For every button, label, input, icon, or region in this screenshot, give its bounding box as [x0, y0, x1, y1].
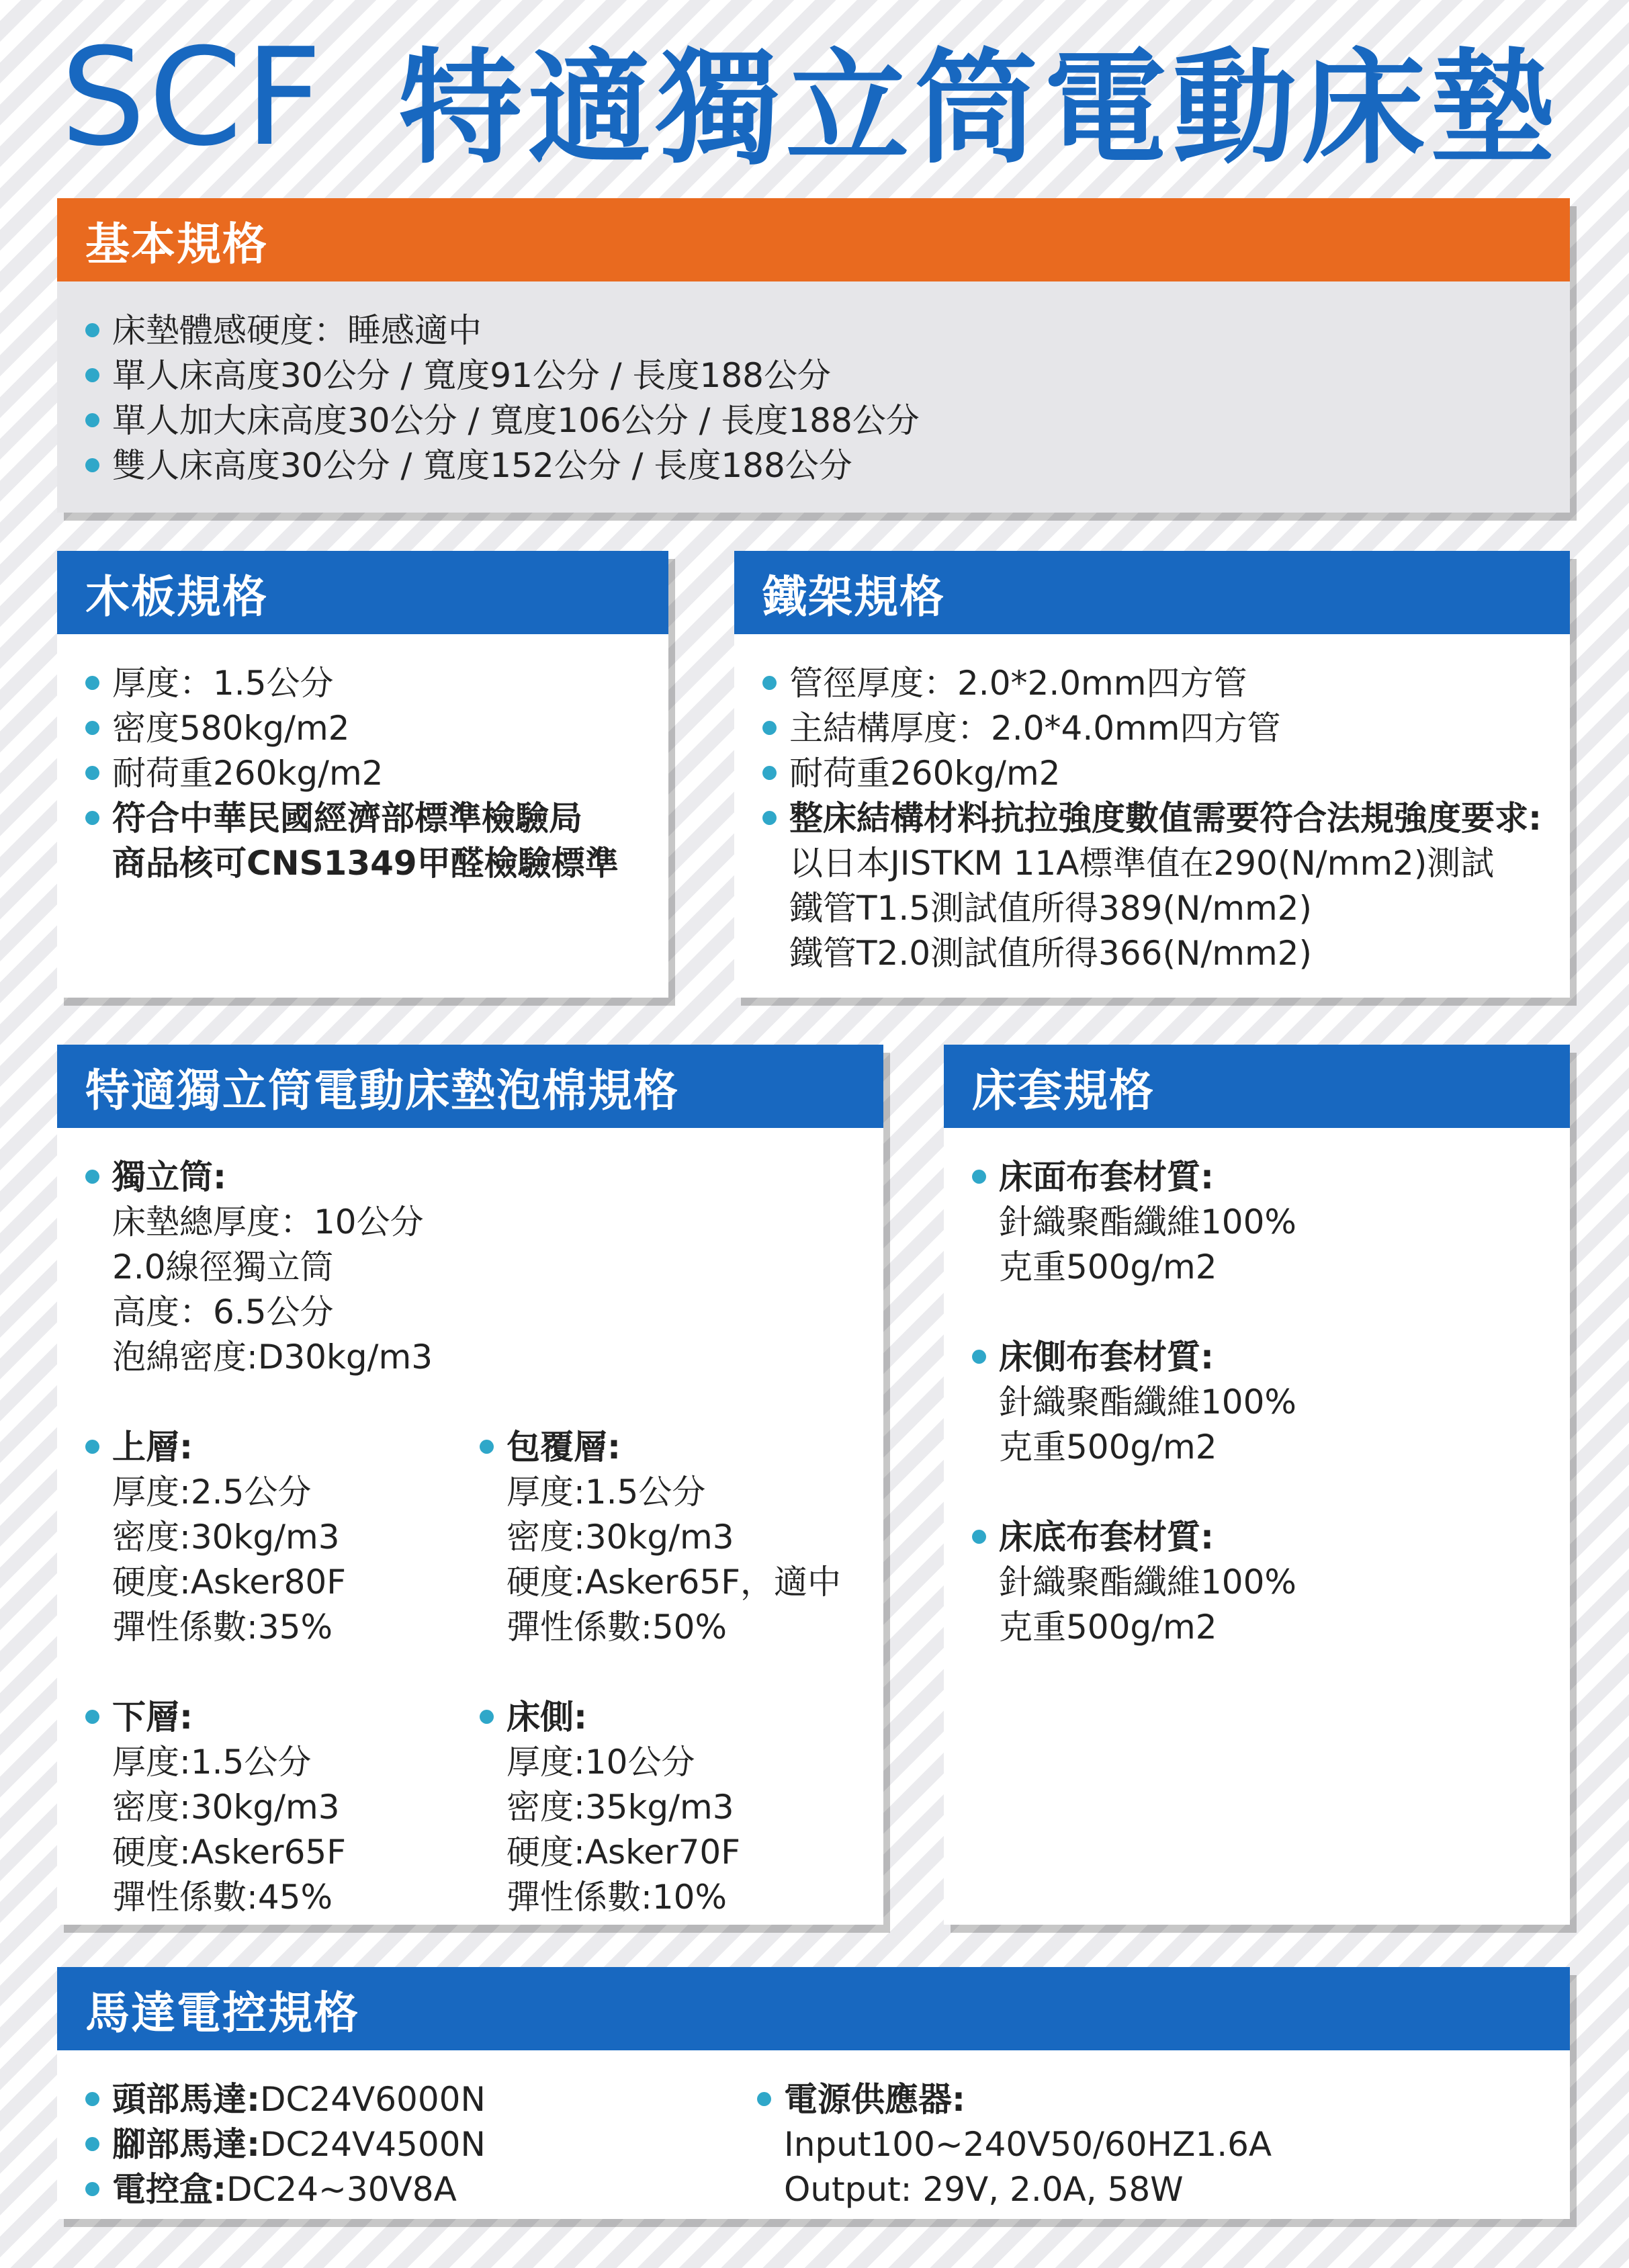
side-layer-label: 床側: [480, 1695, 740, 1740]
cover-bottom-label: 床底布套材質: [972, 1515, 1570, 1560]
cover-specs-heading: 床套規格 [944, 1045, 1570, 1128]
wrap-layer-line: 硬度:Asker65F，適中 [507, 1563, 841, 1602]
wood-specs-heading: 木板規格 [57, 551, 668, 634]
cover-bottom-line: 針織聚酯纖維100% [999, 1563, 1296, 1602]
wrap-layer-group [480, 1425, 841, 1650]
wood-certification [85, 796, 668, 886]
upper-layer-line: 厚度:2.5公分 [112, 1473, 312, 1512]
power-supply-line: Input100~240V50/60HZ1.6A [784, 2125, 1272, 2164]
wood-specs-card [57, 551, 668, 998]
lower-layer-line: 密度:30kg/m3 [112, 1788, 340, 1827]
basic-specs-heading: 基本規格 [57, 198, 1570, 281]
upper-layer-line: 密度:30kg/m3 [112, 1518, 340, 1557]
iron-specs-heading: 鐵架規格 [734, 551, 1570, 634]
wood-certification-line: 商品核可CNS1349甲醛檢驗標準 [112, 844, 619, 883]
brand-name: SCF [60, 19, 325, 176]
motor-specs-card [57, 1967, 1570, 2219]
pocket-spring-line: 床墊總厚度：10公分 [112, 1203, 424, 1241]
power-supply-label: 電源供應器: [757, 2077, 1272, 2122]
side-layer-group [480, 1695, 740, 1920]
iron-spec-item: 主結構厚度：2.0*4.0mm四方管 [762, 706, 1570, 751]
iron-test-line: 鐵管T2.0測試值所得366(N/mm2) [789, 934, 1312, 973]
iron-spec-item: 耐荷重260kg/m2 [762, 751, 1570, 796]
wrap-layer-label: 包覆層: [480, 1425, 841, 1470]
lower-layer-line: 硬度:Asker65F [112, 1833, 346, 1872]
motor-list [85, 2077, 757, 2212]
basic-spec-item: 雙人床高度30公分 / 寬度152公分 / 長度188公分 [85, 443, 1570, 488]
upper-layer-group [85, 1425, 480, 1650]
side-layer-line: 硬度:Asker70F [507, 1833, 740, 1872]
cover-top-line: 針織聚酯纖維100% [999, 1203, 1296, 1241]
iron-specs-card [734, 551, 1570, 998]
cover-top-label: 床面布套材質: [972, 1155, 1570, 1200]
cover-side-line: 克重500g/m2 [999, 1428, 1217, 1467]
lower-layer-group [85, 1695, 480, 1920]
side-layer-line: 厚度:10公分 [507, 1743, 695, 1782]
pocket-spring-line: 高度：6.5公分 [112, 1293, 334, 1332]
pocket-spring-label: 獨立筒: [85, 1155, 883, 1200]
iron-test-line: 鐵管T1.5測試值所得389(N/mm2) [789, 889, 1312, 928]
cover-specs-card [944, 1045, 1570, 1925]
lower-layer-label: 下層: [85, 1695, 480, 1740]
control-box-item: 電控盒:DC24~30V8A [85, 2167, 757, 2212]
wrap-layer-line: 彈性係數:50% [507, 1608, 727, 1647]
basic-spec-item: 單人床高度30公分 / 寬度91公分 / 長度188公分 [85, 353, 1570, 398]
product-name: 特適獨立筒電動床墊 [398, 36, 1560, 181]
cover-side-label: 床側布套材質: [972, 1335, 1570, 1380]
pocket-spring-line: 泡綿密度:D30kg/m3 [112, 1338, 433, 1377]
lower-layer-line: 彈性係數:45% [112, 1878, 333, 1917]
wrap-layer-line: 厚度:1.5公分 [507, 1473, 706, 1512]
foot-motor-item: 腳部馬達:DC24V4500N [85, 2122, 757, 2167]
wood-spec-item: 密度580kg/m2 [85, 706, 668, 751]
page-title [60, 19, 1560, 181]
cover-bottom-line: 克重500g/m2 [999, 1608, 1217, 1647]
power-supply-line: Output: 29V, 2.0A, 58W [784, 2170, 1184, 2209]
foam-specs-card [57, 1045, 883, 1925]
upper-layer-label: 上層: [85, 1425, 480, 1470]
wood-certification-line: 符合中華民國經濟部標準檢驗局 [112, 799, 582, 838]
motor-specs-heading: 馬達電控規格 [57, 1967, 1570, 2050]
lower-layer-line: 厚度:1.5公分 [112, 1743, 312, 1782]
pocket-spring-line: 2.0線徑獨立筒 [112, 1248, 334, 1286]
basic-specs-card [57, 198, 1570, 513]
iron-strength-requirement: 整床結構材料抗拉強度數值需要符合法規強度要求: [762, 796, 1570, 841]
upper-layer-line: 硬度:Asker80F [112, 1563, 346, 1602]
power-supply-group [757, 2077, 1272, 2212]
cover-top-line: 克重500g/m2 [999, 1248, 1217, 1286]
side-layer-line: 彈性係數:10% [507, 1878, 727, 1917]
cover-side-line: 針織聚酯纖維100% [999, 1383, 1296, 1422]
basic-spec-item: 單人加大床高度30公分 / 寬度106公分 / 長度188公分 [85, 398, 1570, 443]
head-motor-item: 頭部馬達:DC24V6000N [85, 2077, 757, 2122]
upper-layer-line: 彈性係數:35% [112, 1608, 333, 1647]
side-layer-line: 密度:35kg/m3 [507, 1788, 734, 1827]
wood-spec-item: 厚度：1.5公分 [85, 661, 668, 706]
wrap-layer-line: 密度:30kg/m3 [507, 1518, 734, 1557]
iron-test-line: 以日本JISTKM 11A標準值在290(N/mm2)測試 [789, 844, 1495, 883]
wood-spec-item: 耐荷重260kg/m2 [85, 751, 668, 796]
iron-spec-item: 管徑厚度：2.0*2.0mm四方管 [762, 661, 1570, 706]
basic-spec-item: 床墊體感硬度：睡感適中 [85, 308, 1570, 353]
foam-specs-heading: 特適獨立筒電動床墊泡棉規格 [57, 1045, 883, 1128]
